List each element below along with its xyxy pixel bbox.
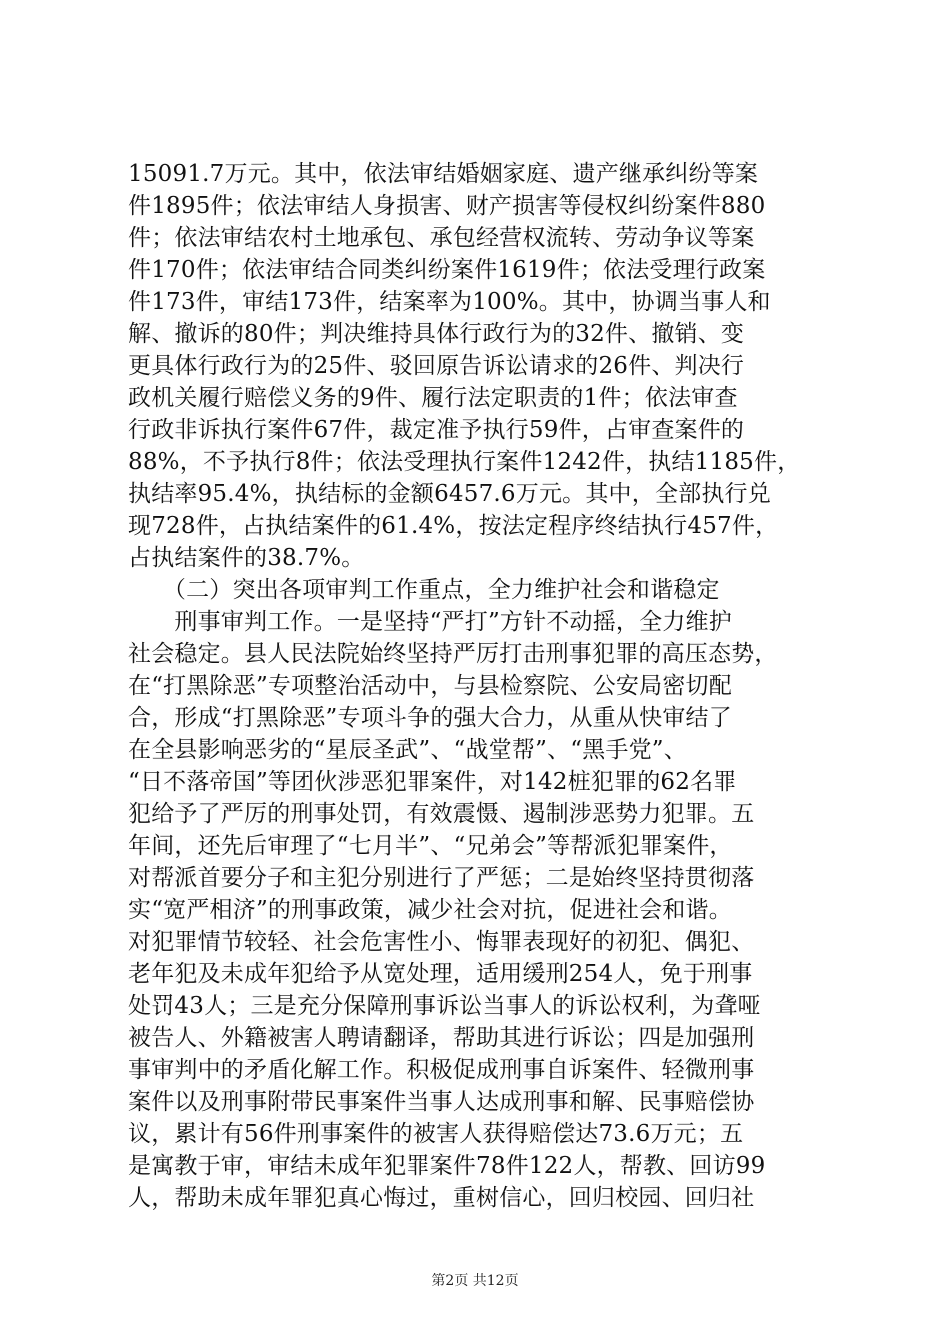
text-line: 人，帮助未成年罪犯真心悔过，重树信心，回归校园、回归社	[128, 1185, 755, 1211]
text-line: 犯给予了严厉的刑事处罚，有效震慑、遏制涉恶势力犯罪。五	[128, 801, 755, 827]
text-line: 对帮派首要分子和主犯分别进行了严惩；二是始终坚持贯彻落	[128, 865, 755, 891]
page-footer: 第2页 共12页	[431, 1273, 519, 1289]
text-line: 政机关履行赔偿义务的9件、履行法定职责的1件；依法审查	[128, 385, 738, 411]
text-line: 行政非诉执行案件67件，裁定准予执行59件，占审查案件的	[128, 417, 745, 443]
text-line: 事审判中的矛盾化解工作。积极促成刑事自诉案件、轻微刑事	[128, 1057, 755, 1083]
text-line: 件173件，审结173件，结案率为100%。其中，协调当事人和	[128, 289, 771, 315]
text-line: 社会稳定。县人民法院始终坚持严厉打击刑事犯罪的高压态势，	[128, 641, 778, 667]
text-line: 对犯罪情节较轻、社会危害性小、悔罪表现好的初犯、偶犯、	[128, 929, 755, 955]
text-line: 案件以及刑事附带民事案件当事人达成刑事和解、民事赔偿协	[128, 1089, 755, 1115]
text-line: 执结率95.4%，执结标的金额6457.6万元。其中，全部执行兑	[128, 481, 771, 507]
text-line: 实“宽严相济”的刑事政策，减少社会对抗，促进社会和谐。	[128, 897, 732, 923]
text-line: 是寓教于审，审结未成年犯罪案件78件122人，帮教、回访99	[128, 1153, 766, 1179]
text-line: 合，形成“打黑除恶”专项斗争的强大合力，从重从快审结了	[128, 705, 732, 731]
text-line: 处罚43人；三是充分保障刑事诉讼当事人的诉讼权利，为聋哑	[128, 993, 761, 1019]
text-line: 件；依法审结农村土地承包、承包经营权流转、劳动争议等案	[128, 225, 755, 251]
text-line: 更具体行政行为的25件、驳回原告诉讼请求的26件、判决行	[128, 353, 745, 379]
text-line: 刑事审判工作。一是坚持“严打”方针不动摇，全力维护	[128, 609, 732, 635]
text-line: 在全县影响恶劣的“星辰圣武”、“战堂帮”、“黑手党”、	[128, 737, 687, 763]
text-line: 解、撤诉的80件；判决维持具体行政行为的32件、撤销、变	[128, 321, 745, 347]
text-line: 被告人、外籍被害人聘请翻译，帮助其进行诉讼；四是加强刑	[128, 1025, 755, 1051]
text-line: 老年犯及未成年犯给予从宽处理，适用缓刑254人，免于刑事	[128, 961, 753, 987]
text-line: 占执结案件的38.7%。	[128, 545, 365, 571]
text-line: 15091.7万元。其中，依法审结婚姻家庭、遗产继承纠纷等案	[128, 161, 759, 187]
text-line: 现728件，占执结案件的61.4%，按法定程序终结执行457件，	[128, 513, 779, 539]
body-text	[128, 158, 828, 1214]
text-line: “日不落帝国”等团伙涉恶犯罪案件，对142桩犯罪的62名罪	[128, 769, 737, 795]
text-line: 件170件；依法审结合同类纠纷案件1619件；依法受理行政案	[128, 257, 766, 283]
text-line: 议，累计有56件刑事案件的被害人获得赔偿达73.6万元；五	[128, 1121, 744, 1147]
text-line: 件1895件；依法审结人身损害、财产损害等侵权纠纷案件880	[128, 193, 766, 219]
section-heading: （二）突出各项审判工作重点，全力维护社会和谐稳定	[128, 577, 720, 603]
text-line: 88%，不予执行8件；依法受理执行案件1242件，执结1185件，	[128, 449, 801, 475]
text-line: 年间，还先后审理了“七月半”、“兄弟会”等帮派犯罪案件，	[128, 833, 733, 859]
text-line: 在“打黑除恶”专项整治活动中，与县检察院、公安局密切配	[128, 673, 732, 699]
